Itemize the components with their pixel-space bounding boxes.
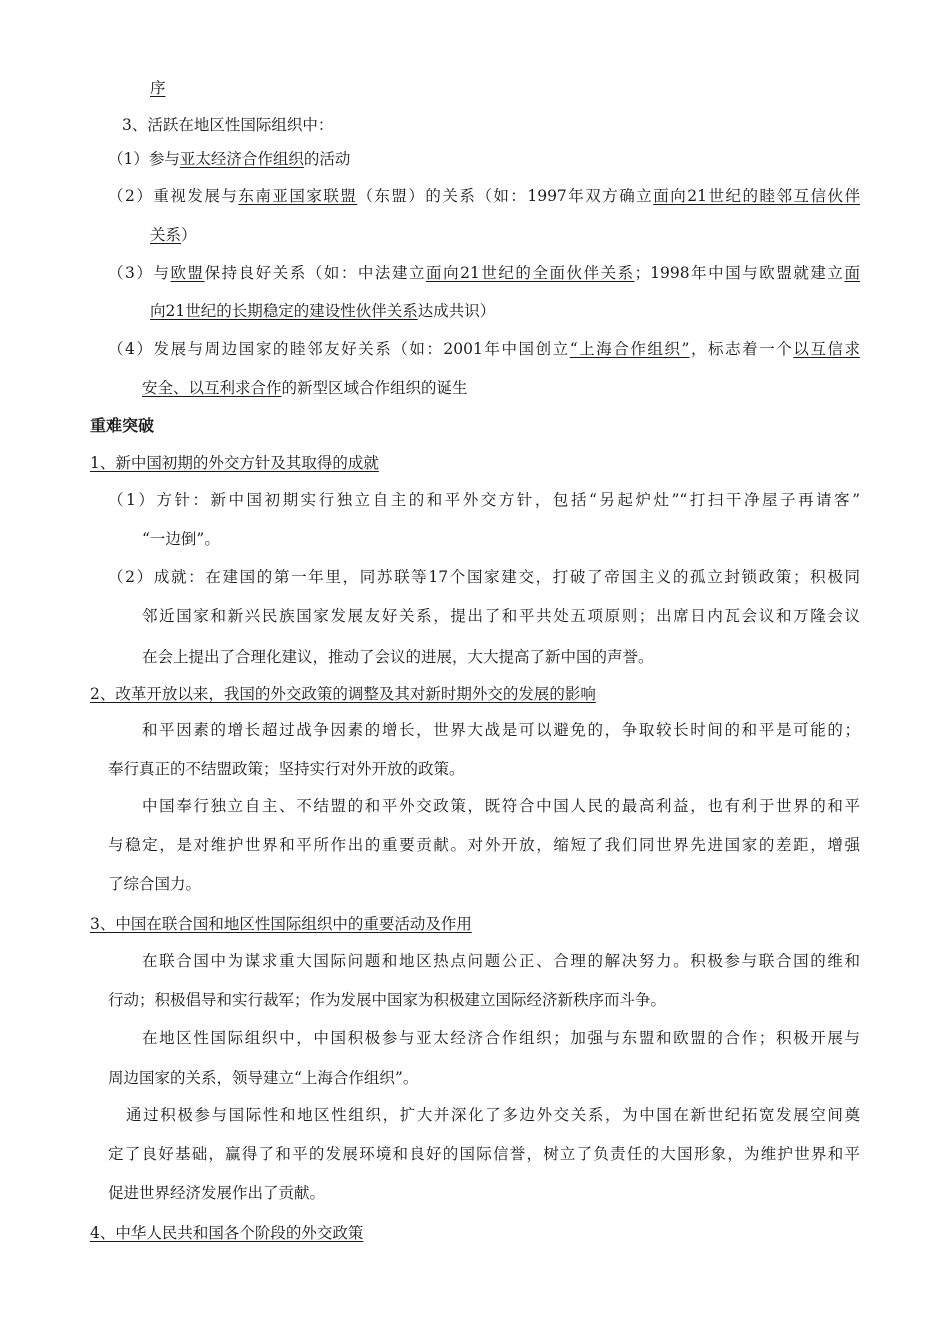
text-span: （4）发展与周边国家的睦邻友好关系（如：2001年中国创立	[108, 340, 570, 358]
underlined-term: 关系	[150, 226, 182, 244]
text-line: 与稳定，是对维护世界和平所作出的重要贡献。对外开放，缩短了我们同世界先进国家的差距，增强	[108, 836, 860, 854]
text-line: 促进世界经济发展作出了贡献。	[108, 1184, 326, 1202]
text-line: （2）成就：在建国的第一年里，同苏联等17个国家建交，打破了帝国主义的孤立封锁政策；积极同	[108, 568, 860, 586]
subsection-title: 2、改革开放以来，我国的外交政策的调整及其对新时期外交的发展的影响	[90, 685, 596, 703]
text-line	[150, 300, 495, 322]
text-line	[108, 262, 860, 284]
text-line: 3、活跃在地区性国际组织中：	[122, 116, 334, 134]
text-line: （1）方针：新中国初期实行独立自主的和平外交方针，包括“另起炉灶”“打扫干净屋子再请客”	[108, 491, 860, 509]
text-line: 通过积极参与国际性和地区性组织，扩大并深化了多边外交关系，为中国在新世纪拓宽发展空间奠	[126, 1106, 860, 1124]
text-span: ）	[181, 226, 197, 244]
underlined-term: 亚太经济合作组织	[179, 150, 304, 168]
text-line: 邻近国家和新兴民族国家发展友好关系，提出了和平共处五项原则；出席日内瓦会议和万隆会议	[142, 607, 860, 625]
text-line: 了综合国力。	[108, 875, 202, 893]
text-line	[108, 185, 860, 207]
text-line	[108, 338, 860, 360]
text-line: 在联合国中为谋求重大国际问题和地区热点问题公正、合理的解决努力。积极参与联合国的维和	[142, 952, 860, 970]
section-heading: 重难突破	[90, 416, 155, 435]
subsection-title: 4、中华人民共和国各个阶段的外交政策	[90, 1224, 364, 1242]
text-line: 奉行真正的不结盟政策；坚持实行对外开放的政策。	[108, 760, 465, 778]
text-line	[150, 224, 197, 246]
underlined-term: 安全、以互利求合作	[142, 379, 282, 397]
text-span: （1）参与	[108, 150, 180, 168]
text-line: 在地区性国际组织中，中国积极参与亚太经济合作组织；加强与东盟和欧盟的合作；积极开展与	[142, 1029, 860, 1047]
text-span: ，标志着一个	[689, 340, 794, 358]
text-line	[108, 148, 350, 170]
subsection-title: 3、中国在联合国和地区性国际组织中的重要活动及作用	[90, 915, 472, 933]
text-span: ；1998年中国与欧盟就建立	[634, 264, 845, 282]
text-line: 定了良好基础，赢得了和平的发展环境和良好的国际信誉，树立了负责任的大国形象，为维护世界和平	[108, 1145, 860, 1163]
underlined-term: 面向21世纪的睦邻互信伙伴	[653, 187, 860, 205]
text-span: 达成共识）	[417, 302, 496, 320]
text-span: （3）与	[108, 264, 171, 282]
text-line: 行动；积极倡导和实行裁军；作为发展中国家为积极建立国际经济新秩序而斗争。	[108, 991, 667, 1009]
text-span: 的活动	[303, 150, 351, 168]
text-line: 在会上提出了合理化建议，推动了会议的进展，大大提高了新中国的声誉。	[142, 648, 654, 666]
text-line: 和平因素的增长超过战争因素的增长，世界大战是可以避免的，争取较长时间的和平是可能的；	[142, 721, 860, 739]
text-line: 中国奉行独立自主、不结盟的和平外交政策，既符合中国人民的最高利益，也有利于世界的和平	[142, 797, 860, 815]
underlined-term: 东南亚国家联盟	[238, 187, 358, 205]
text-line: 序	[150, 79, 166, 97]
underlined-term: 面	[844, 264, 860, 282]
text-line: “一边倒”。	[142, 530, 220, 548]
text-span: 的新型区域合作组织的诞生	[281, 379, 468, 397]
text-span: 保持良好关系（如：中法建立	[204, 264, 427, 282]
underlined-term: 向21世纪的长期稳定的建设性伙伴关系	[150, 302, 418, 320]
underlined-term: 以互信求	[793, 340, 860, 358]
underlined-term: 欧盟	[170, 264, 205, 282]
text-span: （东盟）的关系（如：1997年双方确立	[357, 187, 654, 205]
text-line: 周边国家的关系，领导建立“上海合作组织”。	[108, 1069, 419, 1087]
underlined-term: “上海合作组织”	[569, 340, 690, 358]
underlined-term: 面向21世纪的全面伙伴关系	[426, 264, 635, 282]
subsection-title: 1、新中国初期的外交方针及其取得的成就	[90, 454, 379, 472]
text-line	[142, 377, 468, 399]
text-span: （2）重视发展与	[108, 187, 239, 205]
